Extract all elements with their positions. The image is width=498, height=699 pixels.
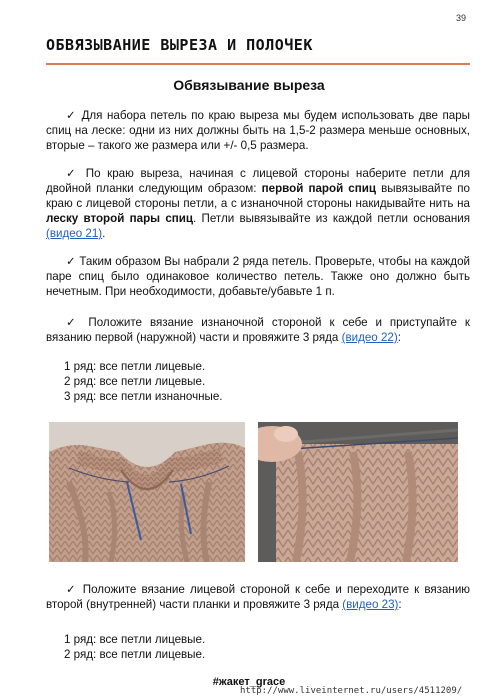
paragraph-4 (46, 315, 470, 345)
paragraph-1 (46, 108, 470, 153)
check-icon: ✓ (66, 583, 78, 596)
check-icon: ✓ (66, 255, 76, 268)
paragraph-5-text-a: Положите вязание лицевой стороной к себе и переходите к вязанию второй (внутренней) части планки и провяжите 3 ряда (46, 583, 470, 611)
row-list-2 (64, 632, 205, 662)
paragraph-2-text-a: По краю выреза, начиная с лицевой стороны наберите петли для двойной планки следующим образом: (46, 167, 470, 195)
title-underline (46, 63, 470, 65)
paragraph-2-text-c: вывязывайте по краю с лицевой стороны петли, а с изнаночной стороны накидывайте нить на (46, 182, 470, 210)
paragraph-1-text: Для набора петель по краю выреза мы будем использовать две пары спиц на леске: одни из них должны быть на 1,5-2 размера меньше основных, вторые – такого же размера или +/- 0,5 размера. (46, 109, 470, 152)
paragraph-2-text-e: . Петли вывязывайте из каждой петли основания (193, 212, 470, 225)
list-item: 1 ряд: все петли лицевые. (64, 360, 206, 373)
section-title: ОБВЯЗЫВАНИЕ ВЫРЕЗА И ПОЛОЧЕК (46, 36, 313, 54)
check-icon: ✓ (66, 109, 78, 122)
paragraph-5 (46, 582, 470, 612)
paragraph-3-text: Таким образом Вы набрали 2 ряда петель. Проверьте, чтобы на каждой паре спиц было одинаковое количество петель. Также оно должно быть нечетным. При необходимости, добавьте/убавьте 1 п. (46, 255, 470, 298)
video-22-link[interactable]: (видео 22) (341, 331, 398, 344)
paragraph-2-text-f: . (102, 227, 106, 240)
list-item: 3 ряд: все петли изнаночные. (64, 390, 223, 403)
check-icon: ✓ (66, 316, 81, 329)
photo-neckline-needles (49, 422, 245, 562)
paragraph-2-bold-a: первой парой спиц (261, 182, 377, 195)
row-list-1 (64, 359, 223, 404)
check-icon: ✓ (66, 167, 80, 180)
paragraph-2 (46, 166, 470, 241)
watermark-url: http://www.liveinternet.ru/users/4511209/ (240, 686, 463, 696)
paragraph-5-text-b: : (398, 598, 402, 611)
list-item: 2 ряд: все петли лицевые. (64, 375, 206, 388)
paragraph-2-bold-b: леску второй пары спиц (46, 212, 194, 225)
paragraph-3 (46, 254, 470, 299)
photo-swatch-closeup (258, 422, 458, 562)
list-item: 1 ряд: все петли лицевые. (64, 633, 206, 646)
subtitle: Обвязывание выреза (173, 77, 325, 93)
page-number: 39 (455, 13, 466, 23)
footer-hashtag: #жакет_grace (212, 676, 286, 688)
paragraph-4-text-b: : (397, 331, 401, 344)
video-23-link[interactable]: (видео 23) (342, 598, 399, 611)
paragraph-4-text-a: Положите вязание изнаночной стороной к себе и приступайте к вязанию первой (наружной) части и провяжите 3 ряда (46, 316, 470, 344)
video-21-link[interactable]: (видео 21) (46, 227, 103, 240)
list-item: 2 ряд: все петли лицевые. (64, 648, 206, 661)
